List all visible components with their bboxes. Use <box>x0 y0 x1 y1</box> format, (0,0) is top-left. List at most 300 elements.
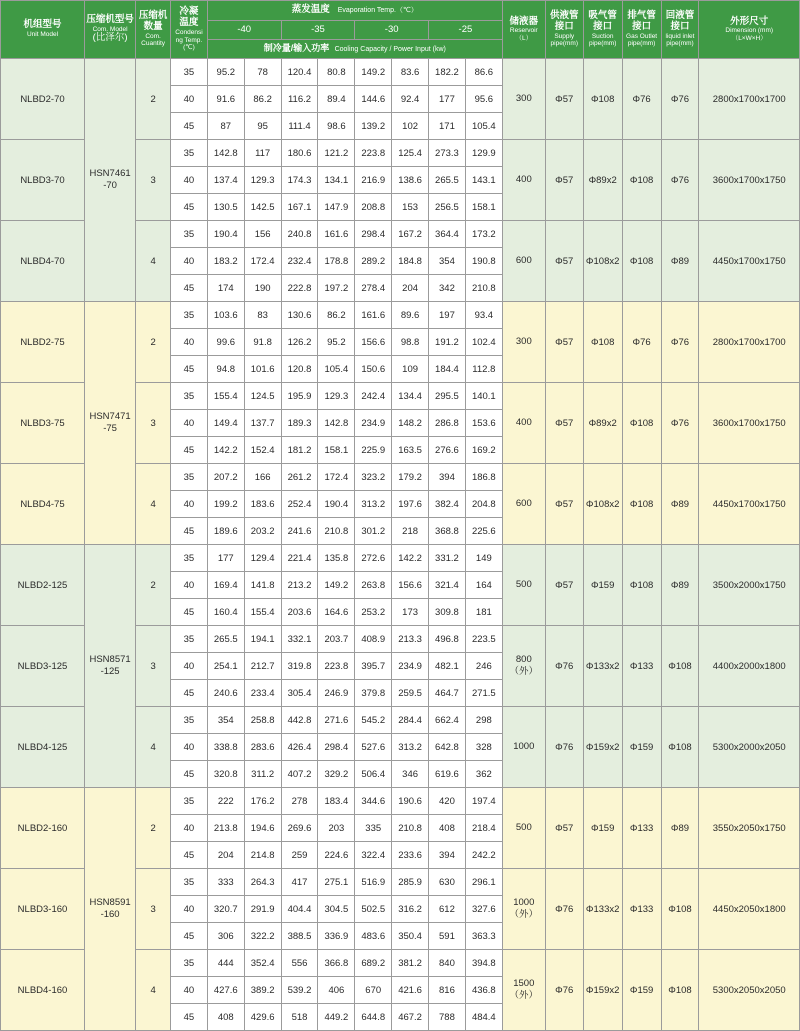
capacity-value-cell: 179.2 <box>392 464 429 491</box>
capacity-value-cell: 321.4 <box>429 572 466 599</box>
supply-pipe-cell: Φ57 <box>545 464 583 545</box>
capacity-value-cell: 190 <box>244 275 281 302</box>
capacity-value-cell: 183.6 <box>244 491 281 518</box>
gas-outlet-pipe-cell: Φ76 <box>622 302 661 383</box>
capacity-value-cell: 129.3 <box>244 167 281 194</box>
capacity-value-cell: 150.6 <box>355 356 392 383</box>
condensing-temp-cell: 35 <box>171 221 208 248</box>
condensing-temp-cell: 40 <box>171 572 208 599</box>
capacity-value-cell: 444 <box>207 950 244 977</box>
capacity-value-cell: 190.4 <box>318 491 355 518</box>
reservoir-cell: 500 <box>502 545 545 626</box>
capacity-value-cell: 298.4 <box>318 734 355 761</box>
capacity-value-cell: 320.8 <box>207 761 244 788</box>
capacity-value-cell: 240.8 <box>281 221 318 248</box>
capacity-value-cell: 177 <box>207 545 244 572</box>
capacity-value-cell: 420 <box>429 788 466 815</box>
capacity-value-cell: 335 <box>355 815 392 842</box>
capacity-value-cell: 149.2 <box>355 59 392 86</box>
capacity-value-cell: 167.2 <box>392 221 429 248</box>
capacity-value-cell: 298.4 <box>355 221 392 248</box>
liquid-inlet-pipe-cell: Φ108 <box>661 626 699 707</box>
capacity-value-cell: 612 <box>429 896 466 923</box>
capacity-value-cell: 134.1 <box>318 167 355 194</box>
capacity-value-cell: 98.6 <box>318 113 355 140</box>
capacity-value-cell: 177 <box>429 86 466 113</box>
condensing-temp-cell: 45 <box>171 923 208 950</box>
capacity-value-cell: 338.8 <box>207 734 244 761</box>
table-row <box>1 59 800 86</box>
capacity-value-cell: 301.2 <box>355 518 392 545</box>
unit-model-cell: NLBD4-75 <box>1 464 85 545</box>
reservoir-cell: 500 <box>502 788 545 869</box>
capacity-value-cell: 283.6 <box>244 734 281 761</box>
capacity-value-cell: 216.9 <box>355 167 392 194</box>
capacity-value-cell: 322.2 <box>244 923 281 950</box>
header-gas-outlet-pipe: 排气管 接口 Gas Outlet pipe(mm) <box>622 1 661 59</box>
capacity-value-cell: 86.2 <box>318 302 355 329</box>
suction-pipe-cell: Φ133x2 <box>583 869 622 950</box>
capacity-value-cell: 95.2 <box>318 329 355 356</box>
capacity-value-cell: 264.3 <box>244 869 281 896</box>
capacity-value-cell: 253.2 <box>355 599 392 626</box>
capacity-value-cell: 284.4 <box>392 707 429 734</box>
liquid-inlet-pipe-cell: Φ108 <box>661 869 699 950</box>
capacity-value-cell: 109 <box>392 356 429 383</box>
header-condensing-temp: 冷凝 温度 Condensi ng Temp. (℃) <box>171 1 208 59</box>
capacity-value-cell: 197.6 <box>392 491 429 518</box>
dimension-cell: 4450x1700x1750 <box>699 221 800 302</box>
unit-model-cell: NLBD2-75 <box>1 302 85 383</box>
capacity-value-cell: 275.1 <box>318 869 355 896</box>
capacity-value-cell: 183.2 <box>207 248 244 275</box>
capacity-value-cell: 153 <box>392 194 429 221</box>
capacity-value-cell: 210.8 <box>392 815 429 842</box>
capacity-value-cell: 442.8 <box>281 707 318 734</box>
capacity-value-cell: 516.9 <box>355 869 392 896</box>
gas-outlet-pipe-cell: Φ159 <box>622 950 661 1031</box>
capacity-value-cell: 304.5 <box>318 896 355 923</box>
reservoir-cell: 600 <box>502 221 545 302</box>
capacity-value-cell: 203.6 <box>281 599 318 626</box>
liquid-inlet-pipe-cell: Φ76 <box>661 140 699 221</box>
capacity-value-cell: 156 <box>244 221 281 248</box>
capacity-value-cell: 129.4 <box>244 545 281 572</box>
condensing-temp-cell: 40 <box>171 167 208 194</box>
capacity-value-cell: 258.8 <box>244 707 281 734</box>
capacity-value-cell: 223.8 <box>318 653 355 680</box>
supply-pipe-cell: Φ76 <box>545 869 583 950</box>
capacity-value-cell: 189.6 <box>207 518 244 545</box>
capacity-value-cell: 354 <box>207 707 244 734</box>
capacity-value-cell: 181.2 <box>281 437 318 464</box>
capacity-value-cell: 689.2 <box>355 950 392 977</box>
capacity-value-cell: 140.1 <box>465 383 502 410</box>
gas-outlet-pipe-cell: Φ133 <box>622 869 661 950</box>
condensing-temp-cell: 35 <box>171 626 208 653</box>
suction-pipe-cell: Φ89x2 <box>583 140 622 221</box>
capacity-value-cell: 129.3 <box>318 383 355 410</box>
condensing-temp-cell: 35 <box>171 383 208 410</box>
capacity-value-cell: 149 <box>465 545 502 572</box>
capacity-value-cell: 352.4 <box>244 950 281 977</box>
capacity-value-cell: 394 <box>429 464 466 491</box>
capacity-value-cell: 129.9 <box>465 140 502 167</box>
com-quantity-cell: 3 <box>136 869 171 950</box>
capacity-value-cell: 138.6 <box>392 167 429 194</box>
com-model-cell: HSN8571 -125 <box>84 545 135 788</box>
capacity-value-cell: 144.6 <box>355 86 392 113</box>
capacity-value-cell: 263.8 <box>355 572 392 599</box>
capacity-value-cell: 171 <box>429 113 466 140</box>
capacity-value-cell: 134.4 <box>392 383 429 410</box>
header-supply-pipe: 供液管 接口 Supply pipe(mm) <box>545 1 583 59</box>
condensing-temp-cell: 40 <box>171 653 208 680</box>
capacity-value-cell: 408 <box>207 1004 244 1031</box>
capacity-value-cell: 95 <box>244 113 281 140</box>
capacity-value-cell: 204 <box>392 275 429 302</box>
condensing-temp-cell: 40 <box>171 491 208 518</box>
supply-pipe-cell: Φ76 <box>545 626 583 707</box>
capacity-value-cell: 180.6 <box>281 140 318 167</box>
gas-outlet-pipe-cell: Φ133 <box>622 626 661 707</box>
capacity-value-cell: 121.2 <box>318 140 355 167</box>
capacity-value-cell: 233.4 <box>244 680 281 707</box>
capacity-value-cell: 173 <box>392 599 429 626</box>
com-model-cell: HSN8591 -160 <box>84 788 135 1031</box>
capacity-value-cell: 333 <box>207 869 244 896</box>
dimension-cell: 2800x1700x1700 <box>699 302 800 383</box>
capacity-value-cell: 305.4 <box>281 680 318 707</box>
condensing-temp-cell: 40 <box>171 815 208 842</box>
capacity-value-cell: 662.4 <box>429 707 466 734</box>
capacity-value-cell: 366.8 <box>318 950 355 977</box>
capacity-value-cell: 344.6 <box>355 788 392 815</box>
capacity-value-cell: 95.2 <box>207 59 244 86</box>
supply-pipe-cell: Φ57 <box>545 140 583 221</box>
capacity-value-cell: 788 <box>429 1004 466 1031</box>
com-quantity-cell: 4 <box>136 464 171 545</box>
capacity-value-cell: 184.8 <box>392 248 429 275</box>
capacity-value-cell: 142.8 <box>207 140 244 167</box>
liquid-inlet-pipe-cell: Φ89 <box>661 464 699 545</box>
capacity-value-cell: 591 <box>429 923 466 950</box>
capacity-value-cell: 246 <box>465 653 502 680</box>
reservoir-cell: 1000 <box>502 707 545 788</box>
capacity-value-cell: 407.2 <box>281 761 318 788</box>
unit-model-cell: NLBD2-125 <box>1 545 85 626</box>
unit-model-cell: NLBD2-160 <box>1 788 85 869</box>
condensing-temp-cell: 35 <box>171 950 208 977</box>
header-evaporation-temp: 蒸发温度 Evaporation Temp.（℃） <box>207 1 502 21</box>
capacity-value-cell: 223.8 <box>355 140 392 167</box>
capacity-value-cell: 92.4 <box>392 86 429 113</box>
capacity-value-cell: 436.8 <box>465 977 502 1004</box>
condensing-temp-cell: 40 <box>171 248 208 275</box>
header-evap-temp-minus25: -25 <box>429 21 503 40</box>
capacity-value-cell: 619.6 <box>429 761 466 788</box>
com-quantity-cell: 2 <box>136 302 171 383</box>
capacity-value-cell: 309.8 <box>429 599 466 626</box>
capacity-value-cell: 417 <box>281 869 318 896</box>
liquid-inlet-pipe-cell: Φ108 <box>661 707 699 788</box>
capacity-value-cell: 203 <box>318 815 355 842</box>
capacity-value-cell: 101.6 <box>244 356 281 383</box>
supply-pipe-cell: Φ57 <box>545 302 583 383</box>
condensing-temp-cell: 35 <box>171 140 208 167</box>
dimension-cell: 4450x1700x1750 <box>699 464 800 545</box>
capacity-value-cell: 242.4 <box>355 383 392 410</box>
capacity-value-cell: 166 <box>244 464 281 491</box>
capacity-value-cell: 117 <box>244 140 281 167</box>
capacity-value-cell: 320.7 <box>207 896 244 923</box>
capacity-value-cell: 225.9 <box>355 437 392 464</box>
capacity-value-cell: 191.2 <box>429 329 466 356</box>
capacity-value-cell: 394 <box>429 842 466 869</box>
unit-model-cell: NLBD4-125 <box>1 707 85 788</box>
capacity-value-cell: 86.2 <box>244 86 281 113</box>
capacity-value-cell: 306 <box>207 923 244 950</box>
capacity-value-cell: 213.8 <box>207 815 244 842</box>
capacity-value-cell: 252.4 <box>281 491 318 518</box>
capacity-value-cell: 89.4 <box>318 86 355 113</box>
capacity-value-cell: 93.4 <box>465 302 502 329</box>
capacity-value-cell: 278.4 <box>355 275 392 302</box>
capacity-value-cell: 234.9 <box>355 410 392 437</box>
capacity-value-cell: 483.6 <box>355 923 392 950</box>
condensing-temp-cell: 45 <box>171 275 208 302</box>
capacity-value-cell: 311.2 <box>244 761 281 788</box>
capacity-value-cell: 218.4 <box>465 815 502 842</box>
condensing-temp-cell: 35 <box>171 788 208 815</box>
header-com-quantity: 压缩机 数量 Com. Cuantity <box>136 1 171 59</box>
suction-pipe-cell: Φ133x2 <box>583 626 622 707</box>
capacity-value-cell: 135.8 <box>318 545 355 572</box>
capacity-value-cell: 139.2 <box>355 113 392 140</box>
capacity-value-cell: 467.2 <box>392 1004 429 1031</box>
unit-model-cell: NLBD3-75 <box>1 383 85 464</box>
capacity-value-cell: 197 <box>429 302 466 329</box>
capacity-value-cell: 152.4 <box>244 437 281 464</box>
supply-pipe-cell: Φ57 <box>545 383 583 464</box>
capacity-value-cell: 240.6 <box>207 680 244 707</box>
capacity-value-cell: 816 <box>429 977 466 1004</box>
capacity-value-cell: 271.6 <box>318 707 355 734</box>
capacity-value-cell: 271.5 <box>465 680 502 707</box>
capacity-value-cell: 142.2 <box>392 545 429 572</box>
capacity-value-cell: 449.2 <box>318 1004 355 1031</box>
capacity-value-cell: 197.4 <box>465 788 502 815</box>
capacity-value-cell: 225.6 <box>465 518 502 545</box>
capacity-value-cell: 496.8 <box>429 626 466 653</box>
capacity-value-cell: 158.1 <box>465 194 502 221</box>
capacity-value-cell: 184.4 <box>429 356 466 383</box>
liquid-inlet-pipe-cell: Φ89 <box>661 788 699 869</box>
condensing-temp-cell: 45 <box>171 680 208 707</box>
supply-pipe-cell: Φ57 <box>545 59 583 140</box>
table-row <box>1 302 800 329</box>
condensing-temp-cell: 35 <box>171 464 208 491</box>
capacity-value-cell: 484.4 <box>465 1004 502 1031</box>
capacity-value-cell: 124.5 <box>244 383 281 410</box>
condensing-temp-cell: 35 <box>171 302 208 329</box>
capacity-value-cell: 105.4 <box>318 356 355 383</box>
capacity-value-cell: 148.2 <box>392 410 429 437</box>
capacity-value-cell: 163.5 <box>392 437 429 464</box>
capacity-value-cell: 379.8 <box>355 680 392 707</box>
unit-model-cell: NLBD2-70 <box>1 59 85 140</box>
capacity-value-cell: 141.8 <box>244 572 281 599</box>
capacity-value-cell: 319.8 <box>281 653 318 680</box>
reservoir-cell: 600 <box>502 464 545 545</box>
suction-pipe-cell: Φ108x2 <box>583 464 622 545</box>
condensing-temp-cell: 40 <box>171 734 208 761</box>
capacity-value-cell: 482.1 <box>429 653 466 680</box>
com-quantity-cell: 2 <box>136 59 171 140</box>
capacity-value-cell: 272.6 <box>355 545 392 572</box>
capacity-value-cell: 218 <box>392 518 429 545</box>
capacity-value-cell: 169.2 <box>465 437 502 464</box>
capacity-value-cell: 147.9 <box>318 194 355 221</box>
reservoir-cell: 300 <box>502 59 545 140</box>
capacity-value-cell: 142.2 <box>207 437 244 464</box>
com-model-cell: HSN7471 -75 <box>84 302 135 545</box>
condensing-temp-cell: 40 <box>171 977 208 1004</box>
header-reservoir: 储液器 Reservoir （L） <box>502 1 545 59</box>
capacity-value-cell: 364.4 <box>429 221 466 248</box>
capacity-value-cell: 176.2 <box>244 788 281 815</box>
capacity-value-cell: 210.8 <box>318 518 355 545</box>
capacity-value-cell: 316.2 <box>392 896 429 923</box>
capacity-value-cell: 426.4 <box>281 734 318 761</box>
header-com-model: 压缩机型号 Com. Model (比泽尔) <box>84 1 135 59</box>
unit-model-cell: NLBD3-70 <box>1 140 85 221</box>
condensing-temp-cell: 35 <box>171 545 208 572</box>
liquid-inlet-pipe-cell: Φ89 <box>661 545 699 626</box>
capacity-value-cell: 502.5 <box>355 896 392 923</box>
dimension-cell: 5300x2000x2050 <box>699 707 800 788</box>
capacity-value-cell: 80.8 <box>318 59 355 86</box>
capacity-value-cell: 86.6 <box>465 59 502 86</box>
capacity-value-cell: 389.2 <box>244 977 281 1004</box>
reservoir-cell: 1500 （外） <box>502 950 545 1031</box>
capacity-value-cell: 223.5 <box>465 626 502 653</box>
capacity-value-cell: 246.9 <box>318 680 355 707</box>
dimension-cell: 4400x2000x1800 <box>699 626 800 707</box>
capacity-value-cell: 289.2 <box>355 248 392 275</box>
capacity-value-cell: 199.2 <box>207 491 244 518</box>
capacity-value-cell: 130.5 <box>207 194 244 221</box>
condensing-temp-cell: 45 <box>171 437 208 464</box>
capacity-value-cell: 329.2 <box>318 761 355 788</box>
capacity-value-cell: 130.6 <box>281 302 318 329</box>
capacity-value-cell: 331.2 <box>429 545 466 572</box>
capacity-value-cell: 327.6 <box>465 896 502 923</box>
capacity-value-cell: 222.8 <box>281 275 318 302</box>
unit-model-cell: NLBD4-160 <box>1 950 85 1031</box>
gas-outlet-pipe-cell: Φ108 <box>622 464 661 545</box>
com-quantity-cell: 3 <box>136 140 171 221</box>
capacity-value-cell: 388.5 <box>281 923 318 950</box>
capacity-value-cell: 265.5 <box>429 167 466 194</box>
condensing-temp-cell: 45 <box>171 761 208 788</box>
condensing-temp-cell: 45 <box>171 356 208 383</box>
capacity-value-cell: 94.8 <box>207 356 244 383</box>
capacity-value-cell: 137.7 <box>244 410 281 437</box>
capacity-value-cell: 95.6 <box>465 86 502 113</box>
capacity-value-cell: 556 <box>281 950 318 977</box>
capacity-value-cell: 164.6 <box>318 599 355 626</box>
capacity-value-cell: 190.8 <box>465 248 502 275</box>
capacity-value-cell: 161.6 <box>355 302 392 329</box>
suction-pipe-cell: Φ159x2 <box>583 950 622 1031</box>
capacity-value-cell: 210.8 <box>465 275 502 302</box>
capacity-value-cell: 265.5 <box>207 626 244 653</box>
capacity-value-cell: 212.7 <box>244 653 281 680</box>
capacity-value-cell: 298 <box>465 707 502 734</box>
capacity-value-cell: 169.4 <box>207 572 244 599</box>
suction-pipe-cell: Φ108 <box>583 302 622 383</box>
capacity-value-cell: 120.4 <box>281 59 318 86</box>
capacity-value-cell: 195.9 <box>281 383 318 410</box>
capacity-value-cell: 644.8 <box>355 1004 392 1031</box>
capacity-value-cell: 164 <box>465 572 502 599</box>
capacity-value-cell: 464.7 <box>429 680 466 707</box>
dimension-cell: 3600x1700x1750 <box>699 140 800 221</box>
capacity-value-cell: 194.1 <box>244 626 281 653</box>
gas-outlet-pipe-cell: Φ159 <box>622 707 661 788</box>
capacity-value-cell: 204.8 <box>465 491 502 518</box>
condensing-temp-cell: 40 <box>171 86 208 113</box>
capacity-value-cell: 91.6 <box>207 86 244 113</box>
com-quantity-cell: 4 <box>136 707 171 788</box>
capacity-value-cell: 208.8 <box>355 194 392 221</box>
capacity-value-cell: 103.6 <box>207 302 244 329</box>
gas-outlet-pipe-cell: Φ108 <box>622 140 661 221</box>
capacity-value-cell: 427.6 <box>207 977 244 1004</box>
liquid-inlet-pipe-cell: Φ89 <box>661 221 699 302</box>
capacity-value-cell: 630 <box>429 869 466 896</box>
com-model-cell: HSN7461 -70 <box>84 59 135 302</box>
suction-pipe-cell: Φ89x2 <box>583 383 622 464</box>
suction-pipe-cell: Φ159 <box>583 545 622 626</box>
condensing-temp-cell: 40 <box>171 896 208 923</box>
capacity-value-cell: 241.6 <box>281 518 318 545</box>
capacity-value-cell: 295.5 <box>429 383 466 410</box>
header-evap-temp-minus40: -40 <box>207 21 281 40</box>
capacity-value-cell: 83 <box>244 302 281 329</box>
capacity-value-cell: 203.2 <box>244 518 281 545</box>
condensing-temp-cell: 40 <box>171 410 208 437</box>
capacity-value-cell: 276.6 <box>429 437 466 464</box>
capacity-value-cell: 105.4 <box>465 113 502 140</box>
suction-pipe-cell: Φ108x2 <box>583 221 622 302</box>
capacity-value-cell: 406 <box>318 977 355 1004</box>
unit-model-cell: NLBD3-160 <box>1 869 85 950</box>
gas-outlet-pipe-cell: Φ133 <box>622 788 661 869</box>
capacity-value-cell: 178.8 <box>318 248 355 275</box>
capacity-value-cell: 368.8 <box>429 518 466 545</box>
capacity-value-cell: 232.4 <box>281 248 318 275</box>
capacity-value-cell: 296.1 <box>465 869 502 896</box>
capacity-value-cell: 322.4 <box>355 842 392 869</box>
capacity-value-cell: 404.4 <box>281 896 318 923</box>
capacity-value-cell: 155.4 <box>207 383 244 410</box>
capacity-value-cell: 381.2 <box>392 950 429 977</box>
reservoir-cell: 800 （外） <box>502 626 545 707</box>
capacity-value-cell: 291.9 <box>244 896 281 923</box>
capacity-value-cell: 156.6 <box>392 572 429 599</box>
